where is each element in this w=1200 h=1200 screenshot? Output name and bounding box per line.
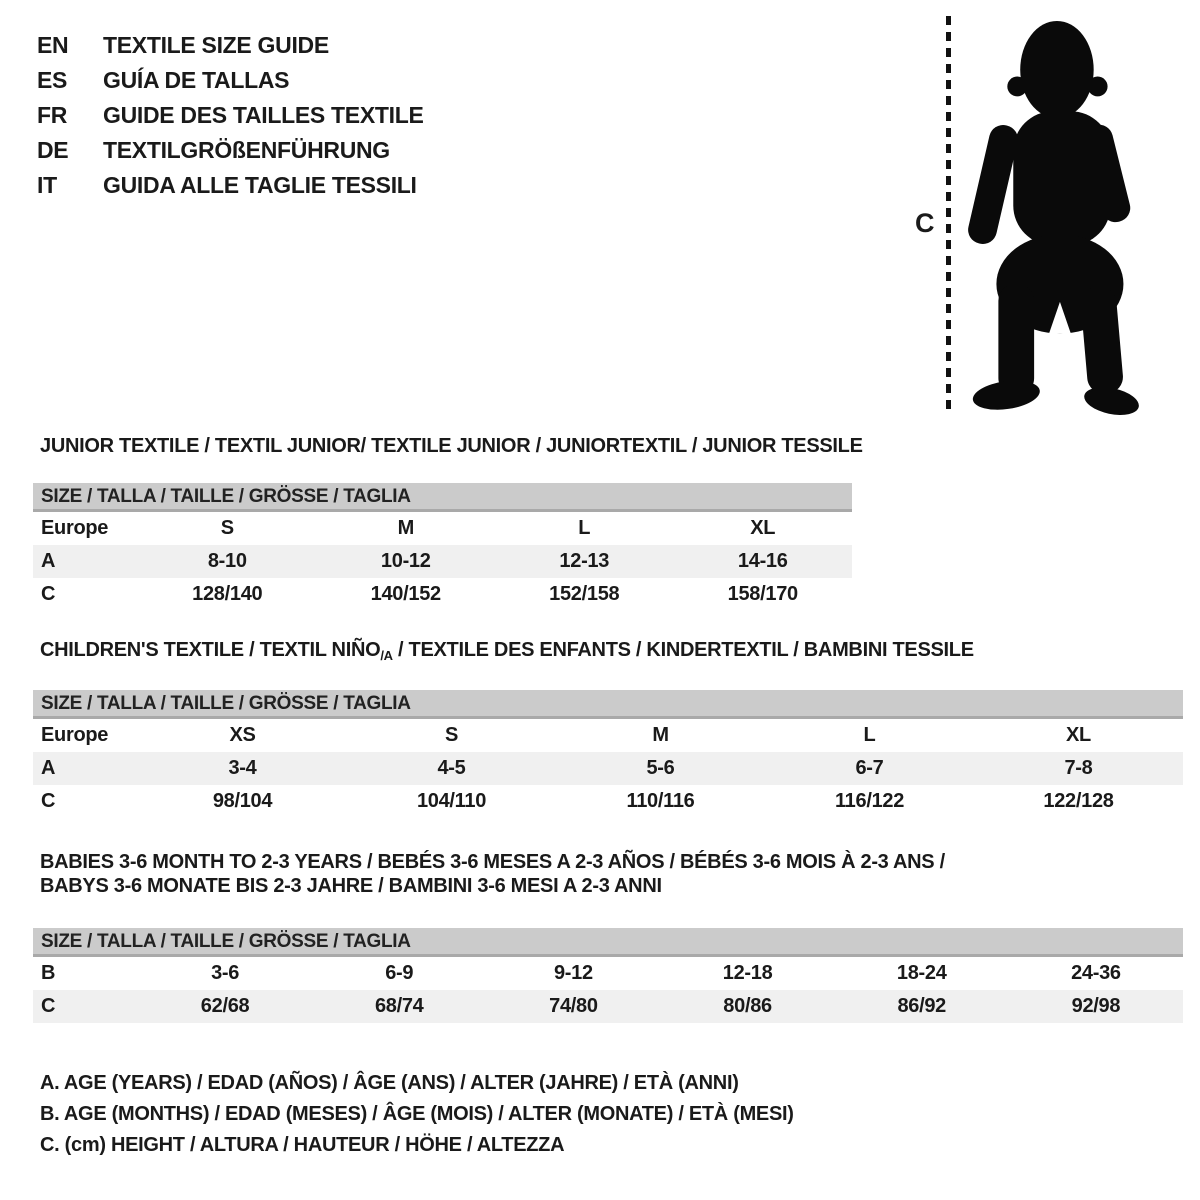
language-code: FR: [37, 102, 68, 128]
table-row-age: [33, 752, 1183, 785]
legend-line-a: A. AGE (YEARS) / EDAD (AÑOS) / ÂGE (ANS) / ALTER (JAHRE) / ETÀ (ANNI): [40, 1072, 739, 1094]
row-label: Europe: [41, 517, 109, 539]
table-row-height: [33, 990, 1183, 1023]
legend-line-b: B. AGE (MONTHS) / EDAD (MESES) / ÂGE (MOIS) / ALTER (MONATE) / ETÀ (MESI): [40, 1103, 794, 1125]
size-cell: XL: [1066, 724, 1091, 746]
language-row-en: [37, 28, 424, 63]
size-cell: M: [652, 724, 669, 746]
row-label: A: [41, 757, 56, 779]
row-label: A: [41, 550, 56, 572]
toddler-silhouette-icon: [960, 14, 1140, 416]
height-cell: 62/68: [200, 995, 250, 1017]
size-cell: S: [220, 517, 234, 539]
age-cell: 14-16: [737, 550, 788, 572]
junior-size-header-bar: SIZE / TALLA / TAILLE / GRÖSSE / TAGLIA: [33, 483, 852, 512]
height-cell: 116/122: [834, 790, 905, 812]
row-label: Europe: [41, 724, 109, 746]
age-cell: 12-13: [559, 550, 610, 572]
children-size-table: [33, 690, 1183, 818]
row-label: C: [41, 790, 56, 812]
months-cell: 18-24: [896, 962, 947, 984]
table-row-height: [33, 578, 852, 611]
language-code: DE: [37, 137, 69, 163]
row-label: C: [41, 583, 56, 605]
language-code: ES: [37, 67, 68, 93]
height-cell: 80/86: [723, 995, 772, 1017]
height-cell: 122/128: [1043, 790, 1114, 812]
row-label: C: [41, 995, 56, 1017]
size-cell: XS: [229, 724, 256, 746]
language-code: IT: [37, 172, 57, 198]
babies-size-header-bar: SIZE / TALLA / TAILLE / GRÖSSE / TAGLIA: [33, 928, 1183, 957]
language-row-fr: [37, 98, 424, 133]
height-measure-label: C: [915, 208, 935, 238]
size-cell: S: [444, 724, 459, 746]
height-cell: 92/98: [1071, 995, 1121, 1017]
babies-section-title: [40, 850, 945, 898]
size-cell: M: [397, 517, 414, 539]
age-cell: 3-4: [228, 757, 257, 779]
height-cell: 128/140: [192, 583, 263, 605]
legend-line-c: C. (cm) HEIGHT / ALTURA / HAUTEUR / HÖHE / ALTEZZA: [40, 1134, 565, 1156]
language-row-it: [37, 168, 424, 203]
height-measure-dashed-line: [946, 16, 951, 414]
age-cell: 10-12: [380, 550, 431, 572]
table-row-months: [33, 957, 1183, 990]
row-label: B: [41, 962, 56, 984]
children-title-suffix: / TEXTILE DES ENFANTS / KINDERTEXTIL / BAMBINI TESSILE: [392, 639, 974, 661]
language-row-de: [37, 133, 424, 168]
babies-title-line1: BABIES 3-6 MONTH TO 2-3 YEARS / BEBÉS 3-6 MESES A 2-3 AÑOS / BÉBÉS 3-6 MOIS À 2-3 ANS /: [40, 851, 945, 873]
height-cell: 152/158: [549, 583, 620, 605]
children-section-title: [40, 638, 974, 668]
guide-title-fr: GUIDE DES TAILLES TEXTILE: [103, 102, 424, 128]
months-cell: 24-36: [1071, 962, 1121, 984]
language-row-es: [37, 63, 424, 98]
children-title-subscript: /A: [380, 648, 393, 663]
measurement-legend: [40, 1068, 794, 1161]
age-cell: 6-7: [855, 757, 884, 779]
height-cell: 158/170: [727, 583, 798, 605]
height-cell: 74/80: [549, 995, 598, 1017]
age-cell: 7-8: [1064, 757, 1093, 779]
table-row-height: [33, 785, 1183, 818]
children-title-prefix: CHILDREN'S TEXTILE / TEXTIL NIÑO: [40, 639, 381, 661]
table-row-europe: [33, 719, 1183, 752]
height-cell: 140/152: [370, 583, 441, 605]
height-cell: 86/92: [897, 995, 947, 1017]
age-cell: 4-5: [437, 757, 466, 779]
months-cell: 6-9: [385, 962, 414, 984]
height-cell: 68/74: [374, 995, 424, 1017]
babies-size-table: [33, 928, 1183, 1023]
height-cell: 110/116: [626, 790, 695, 812]
guide-title-en: TEXTILE SIZE GUIDE: [103, 32, 329, 58]
children-size-header-bar: SIZE / TALLA / TAILLE / GRÖSSE / TAGLIA: [33, 690, 1183, 719]
months-cell: 9-12: [553, 962, 593, 984]
junior-section-title: JUNIOR TEXTILE / TEXTIL JUNIOR/ TEXTILE JUNIOR / JUNIORTEXTIL / JUNIOR TESSILE: [40, 435, 863, 457]
guide-title-it: GUIDA ALLE TAGLIE TESSILI: [103, 172, 417, 198]
language-title-list: [37, 28, 424, 203]
height-cell: 98/104: [212, 790, 273, 812]
guide-title-es: GUÍA DE TALLAS: [103, 67, 290, 93]
size-cell: XL: [750, 517, 776, 539]
table-row-europe: [33, 512, 852, 545]
size-cell: L: [578, 517, 591, 539]
babies-title-line2: BABYS 3-6 MONATE BIS 2-3 JAHRE / BAMBINI 3-6 MESI A 2-3 ANNI: [40, 875, 662, 897]
guide-title-de: TEXTILGRÖßENFÜHRUNG: [103, 137, 390, 163]
age-cell: 8-10: [207, 550, 247, 572]
months-cell: 12-18: [722, 962, 773, 984]
junior-size-table: [33, 483, 852, 611]
table-row-age: [33, 545, 852, 578]
size-cell: L: [863, 724, 876, 746]
age-cell: 5-6: [646, 757, 675, 779]
height-cell: 104/110: [416, 790, 487, 812]
months-cell: 3-6: [211, 962, 240, 984]
language-code: EN: [37, 32, 69, 58]
